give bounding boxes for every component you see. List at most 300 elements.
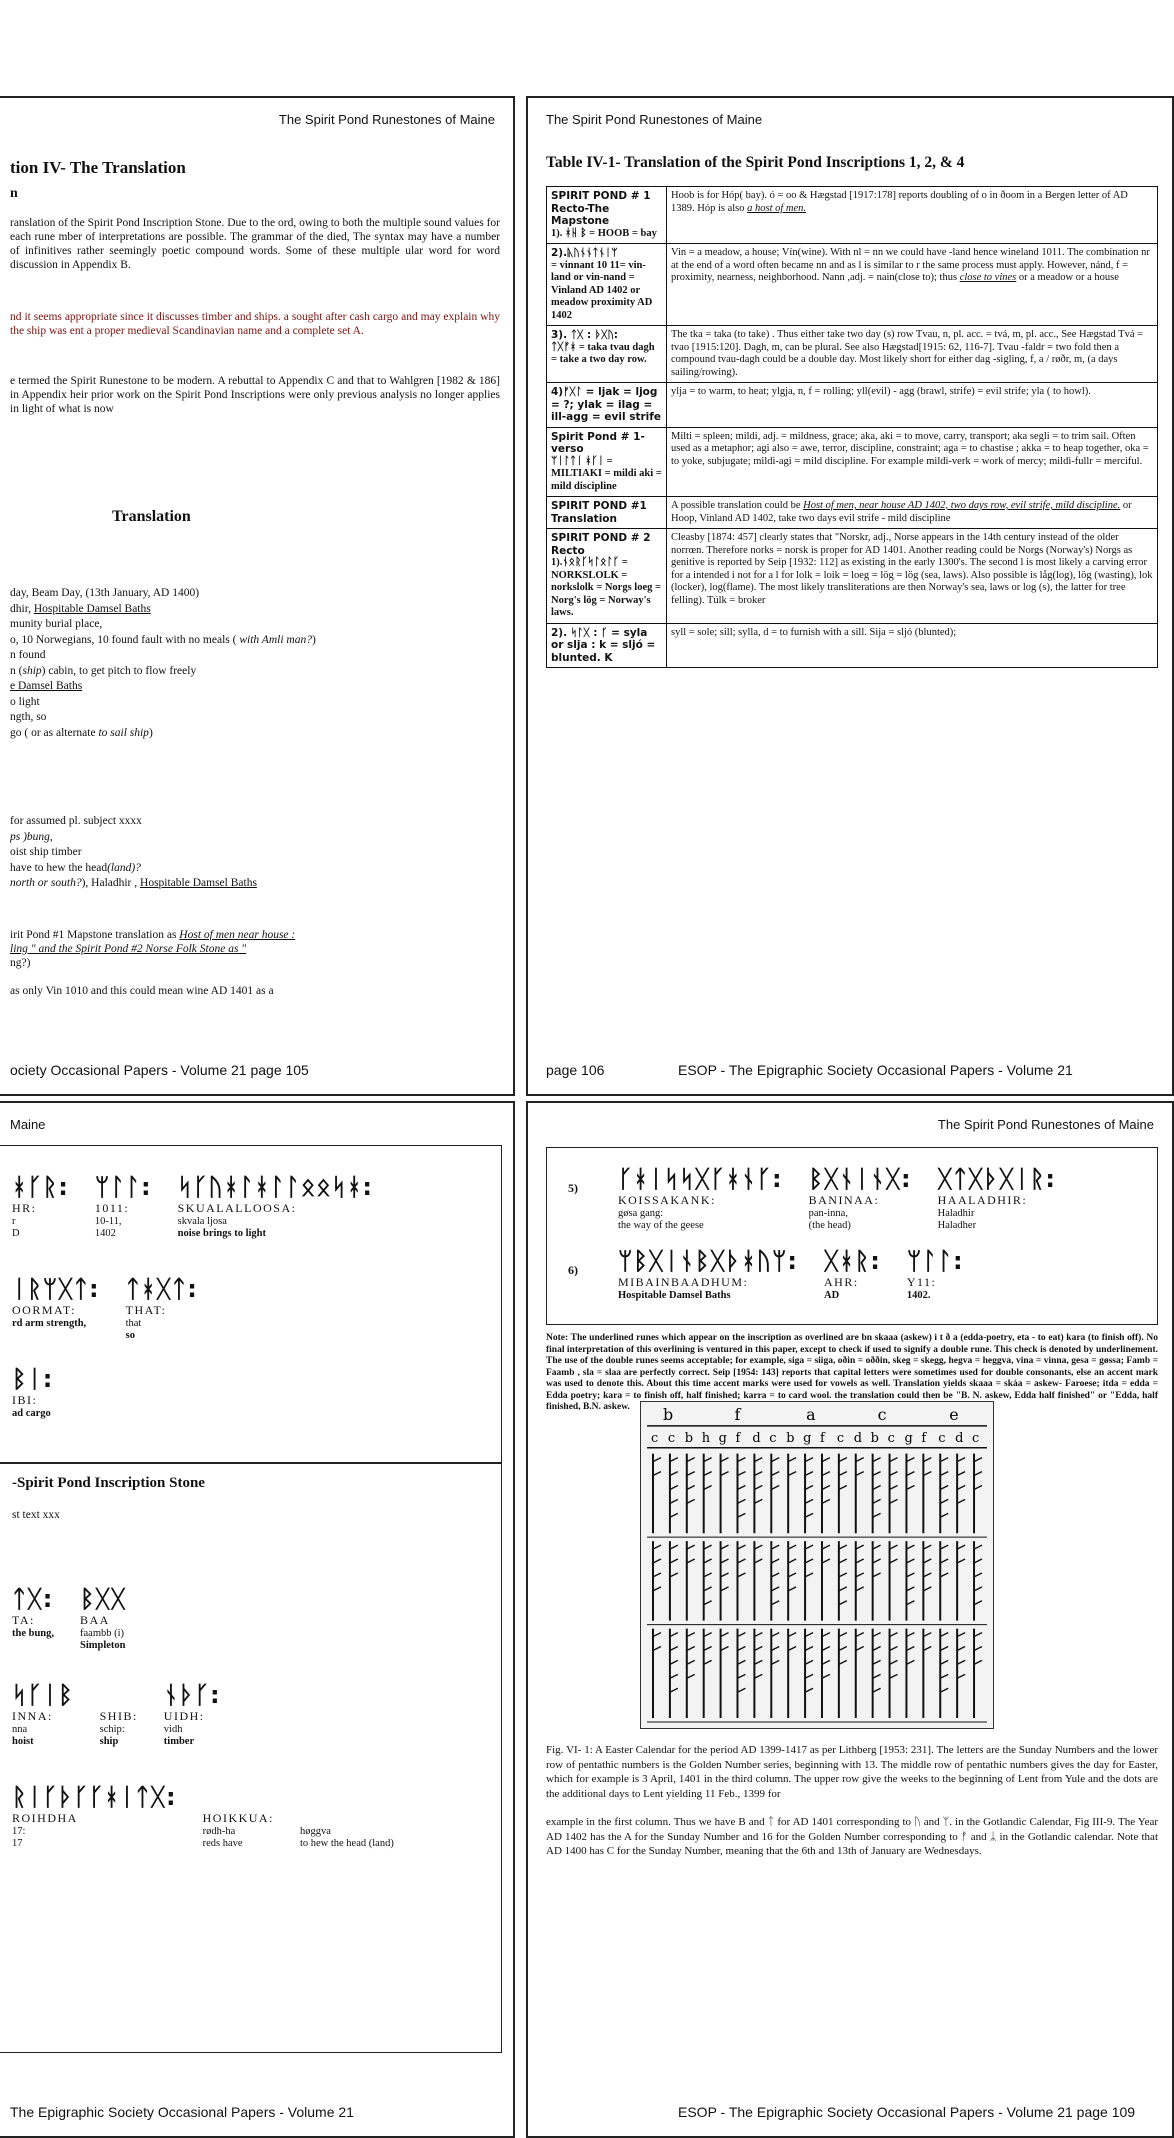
calendar-branch — [737, 1458, 745, 1462]
list-text: ) cabin, to get pitch to flow freely — [41, 664, 197, 677]
rune-word — [300, 1783, 394, 1850]
label-line: Spirit Pond # 1-verso — [551, 430, 645, 455]
calendar-branch — [940, 1485, 948, 1489]
label-line: 1).ᚾᛟᚱᚴᛋᛚᛟᛚᚴ = NORKSLOLK = norkslolk = Norgs loeg = Norg's lög = Norway's laws. — [551, 557, 661, 618]
table-body-cell — [667, 383, 1158, 428]
calendar-branch — [822, 1545, 830, 1549]
easter-calendar-figure — [640, 1401, 994, 1729]
calendar-branch — [687, 1472, 695, 1476]
page-105 — [0, 96, 515, 1096]
calendar-sunday-letter: h — [701, 1430, 711, 1446]
rune-row — [12, 1365, 79, 1420]
calendar-top-letter: f — [734, 1404, 741, 1424]
list-text: day, Beam Day, (13th January, AD 1400) — [10, 587, 200, 599]
calendar-branch — [805, 1688, 813, 1692]
rune-glyphs — [100, 1681, 138, 1709]
figure-caption-continued: example in the first column. Thus we have B and ᛏ for AD 1401 corresponding to ᚢ and ᛘ. in the Gotlandic Calendar, Fig III-9. The Year AD 1402 has the A for the Sunday Number and 16 for the Golden Number corresponding to ᚠ and ᛦ in the Gotlandic calendar. Note that AD 1400 has C for the Sunday Number, meaning that the 6th and 13th of January are Wednesdays. — [546, 1816, 1158, 1857]
calendar-branch — [890, 1559, 898, 1563]
calendar-branch — [822, 1647, 830, 1651]
rune-transliteration: SHIB: — [99, 1709, 138, 1723]
calendar-branch — [856, 1587, 864, 1591]
calendar-sunday-letter: f — [819, 1430, 825, 1446]
list-item — [10, 876, 500, 892]
calendar-branch — [653, 1472, 661, 1476]
calendar-branch — [974, 1545, 982, 1549]
rune-word — [824, 1247, 881, 1302]
calendar-branch — [940, 1545, 948, 1549]
calendar-branch — [687, 1674, 695, 1678]
running-head: The Spirit Pond Runestones of Maine — [937, 1117, 1154, 1132]
calendar-branch — [873, 1647, 881, 1651]
calendar-branch — [873, 1660, 881, 1664]
calendar-sunday-letter: d — [853, 1430, 863, 1446]
calendar-branch — [957, 1499, 965, 1503]
calendar-branch — [839, 1647, 847, 1651]
rune-gloss-bold: so — [125, 1330, 135, 1341]
calendar-branch — [805, 1633, 813, 1637]
rune-transliteration: 1011: — [94, 1201, 130, 1215]
paragraph: nd it seems appropriate since it discusses timber and ships. a sought after cash cargo and may explain why the ship was ent a proper medieval Scandinavian name and a complete set A. — [10, 311, 500, 337]
page-109 — [526, 1101, 1174, 2138]
calendar-branch — [670, 1573, 678, 1577]
calendar-branch — [687, 1633, 695, 1637]
table-body-cell — [667, 497, 1158, 529]
calendar-branch — [704, 1458, 712, 1462]
calendar-sunday-letter: c — [938, 1430, 946, 1446]
rune-glyphs: ᛒᛁ: — [12, 1365, 54, 1393]
calendar-branch — [805, 1545, 813, 1549]
page-footer: The Epigraphic Society Occasional Papers - Volume 21 — [10, 2104, 354, 2120]
calendar-branch — [957, 1633, 965, 1637]
calendar-branch — [737, 1573, 745, 1577]
rune-transliteration: OORMAT: — [12, 1303, 76, 1317]
calendar-branch — [839, 1587, 847, 1591]
label-line: 1). ᚼᚺ ᛒ = HOOB = bay — [551, 227, 657, 239]
calendar-branch — [974, 1559, 982, 1563]
calendar-branch — [737, 1513, 745, 1517]
list-item — [10, 830, 500, 846]
list-underlined: Hospitable Damsel Baths — [140, 877, 257, 889]
calendar-branch — [670, 1674, 678, 1678]
rune-gloss: høggva — [299, 1826, 331, 1837]
calendar-branch — [873, 1513, 881, 1517]
calendar-branch — [822, 1458, 830, 1462]
calendar-top-letter: b — [662, 1404, 674, 1424]
calendar-branch — [653, 1633, 661, 1637]
list-item — [10, 710, 500, 726]
calendar-sunday-letter: b — [684, 1430, 694, 1446]
calendar-branch — [906, 1647, 914, 1651]
list-item — [10, 814, 500, 830]
calendar-sunday-letter: c — [769, 1430, 777, 1446]
row-number: 5) — [568, 1181, 578, 1195]
calendar-branch — [670, 1485, 678, 1489]
body-text: or Hoop, Vinland AD 1402, take two days evil strife - mild discipline — [671, 500, 1132, 524]
page-footer: ESOP - The Epigraphic Society Occasional Papers - Volume 21 page 109 — [678, 2104, 1136, 2120]
calendar-branch — [754, 1458, 762, 1462]
table-row — [547, 187, 1158, 244]
note-paragraph: Note: The underlined runes which appear on the inscription as overlined are bn skaaa (askew) i t ð a (edda-poetry, eta - to eat) kara (to finish off). No final interpretation of this overlining is ventured in this paper, except to check if used to signify a double rune. This check is denoted by underlinement. The use of the double runes seems acceptable; for example, siga = siiga, oðin = oððin, skeg = skegg, hegva = heggva, vina = vinna, gesa = gøssa; Famb = Faamb , sla = slaa are perfectly correct. Seip [1954: 143] reports that capital letters were sometimes used for double consonants, else an accent mark was used to denote this. About this time accent marks were used for vowels as well. Translation yields skaaa = skáa = askew- Faroese; itda = edda = Edda poetry; kara = to finish off, half finished; karra = to card wool. the translation could then be "B. N. askew, Edda half finished" or "Edda, half finished, B.N. askew. — [546, 1333, 1158, 1412]
table-label-cell — [547, 187, 667, 244]
list-text: n ( — [10, 664, 23, 677]
calendar-branch — [890, 1545, 898, 1549]
rune-gloss: that — [125, 1318, 142, 1329]
calendar-branch — [957, 1674, 965, 1678]
list-text: dhir, — [10, 602, 34, 615]
page-footer: ESOP - The Epigraphic Society Occasional Papers - Volume 21 — [678, 1062, 1073, 1078]
calendar-branch — [670, 1559, 678, 1563]
calendar-branch — [957, 1545, 965, 1549]
rune-glyphs: ᛘᛚᛚ: — [906, 1247, 964, 1275]
calendar-branch — [737, 1499, 745, 1503]
calendar-branch — [771, 1472, 779, 1476]
calendar-branch — [906, 1458, 914, 1462]
calendar-branch — [873, 1633, 881, 1637]
rune-gloss: the way of the geese — [618, 1220, 704, 1231]
calendar-branch — [704, 1587, 712, 1591]
calendar-branch — [670, 1660, 678, 1664]
table-title: Table IV-1- Translation of the Spirit Pond Inscriptions 1, 2, & 4 — [546, 154, 965, 171]
calendar-branch — [856, 1472, 864, 1476]
calendar-branch — [974, 1458, 982, 1462]
calendar-branch — [957, 1458, 965, 1462]
calendar-branch — [957, 1647, 965, 1651]
calendar-branch — [754, 1660, 762, 1664]
calendar-branch — [890, 1633, 898, 1637]
rune-glyphs: ᛋᚴᚢᚼᛚᚼᛚᛚᛟᛟᛋᚼ: — [177, 1173, 374, 1201]
rune-gloss-bold: noise brings to light — [177, 1228, 267, 1239]
rune-glyphs — [300, 1783, 394, 1811]
list-text: have to hew the head — [10, 861, 108, 874]
calendar-branch — [653, 1559, 661, 1563]
list-item — [10, 679, 500, 695]
rune-transliteration — [300, 1811, 394, 1826]
rune-gloss: faambb (i) — [80, 1628, 125, 1639]
calendar-branch — [873, 1499, 881, 1503]
calendar-branch — [940, 1513, 948, 1517]
calendar-branch — [923, 1559, 931, 1563]
body-text: syll = sole; sill; sylla, d = to furnish with a sill. Sija = sljó (blunted); — [671, 626, 957, 638]
calendar-branch — [653, 1458, 661, 1462]
rune-gloss-bold: the bung, — [12, 1628, 55, 1639]
calendar-branch — [974, 1601, 982, 1605]
calendar-branch — [687, 1499, 695, 1503]
rune-transliteration: AHR: — [824, 1275, 859, 1289]
calendar-branch — [737, 1485, 745, 1489]
calendar-sunday-letter: c — [972, 1430, 980, 1446]
translation-list — [10, 586, 500, 741]
calendar-branch — [704, 1633, 712, 1637]
rune-gloss: vidh — [163, 1724, 183, 1735]
body-text: Milti = spleen; mildi, adj. = mildness, grace; aka, aki = to move, carry, transport; aka segli = to trim sail. Often used as a metaphor; agi also = awe, terror, discipline, constraint; aga = to chastise ; akka = to heap together, oka = to yoke, subjugate; mildi-agi = mild discipline. For example mildi-verk = work of mercy; mildi-fullr = merciful. — [671, 430, 1149, 467]
calendar-branch — [754, 1633, 762, 1637]
rune-glyphs: ᛋᚴᛁᛒ — [12, 1681, 74, 1709]
rune-glyphs: ᚷᚼᚱ: — [824, 1247, 881, 1275]
rune-word — [12, 1783, 177, 1850]
calendar-branch — [687, 1559, 695, 1563]
table-body-cell — [667, 623, 1158, 668]
box-title: -Spirit Pond Inscription Stone — [12, 1475, 205, 1491]
rune-word — [12, 1275, 100, 1342]
body-underlined: Host of men, near house AD 1402, two days row, evil strife, mild discipline. — [803, 500, 1121, 511]
list-italic: with Amli man? — [239, 633, 312, 646]
rune-word — [164, 1681, 221, 1748]
rune-glyphs: ᛁᚱᛘᚷᛏ: — [12, 1275, 100, 1303]
list-underlined: e Damsel Baths — [10, 680, 83, 692]
calendar-branch — [653, 1647, 661, 1651]
calendar-branch — [771, 1559, 779, 1563]
list-item — [10, 648, 500, 664]
calendar-branch — [873, 1573, 881, 1577]
list-item — [10, 602, 500, 618]
calendar-sunday-letter: c — [836, 1430, 845, 1446]
calendar-branch — [721, 1559, 729, 1563]
rune-gloss-bold: rd arm strength, — [12, 1318, 87, 1329]
calendar-branch — [906, 1559, 914, 1563]
calendar-branch — [653, 1545, 661, 1549]
rune-gloss: 17: — [12, 1826, 26, 1837]
rune-transliteration: KOISSAKANK: — [618, 1193, 716, 1207]
rune-row — [12, 1681, 247, 1748]
body-text: The tka = taka (to take) . Thus either take two day (s) row Tvau, n, pl. acc. = tvá, m, pl. acc., See Hægstad Tvá = tvao [1915:120]. Dagh, m, can be plural. See also Hægstad[1915: 62, 116-7]. Tvau -faldr = two fold then a compound tvau-dagh could be a double day. Most likely short for either dag -sigling, f, a / røðr, m, (a days sailing/rowing). — [671, 329, 1144, 378]
table-row — [547, 497, 1158, 529]
body-text: Hoob is for Hóp( bay). ó = oo & Hægstad [1917:178] reports doubling of o in ðoom in a Bergen letter of AD 1389. Hóp is also — [671, 190, 1128, 214]
table-row — [547, 383, 1158, 428]
calendar-branch — [873, 1458, 881, 1462]
label-line: ᛘᛁᛚᛏᛁ ᚼᚴᛁ = MILTIAKI = mildi aki = mild discipline — [551, 455, 662, 492]
calendar-branch — [940, 1633, 948, 1637]
calendar-branch — [653, 1587, 661, 1591]
calendar-branch — [906, 1633, 914, 1637]
rune-transliteration: HOIKKUA: — [202, 1811, 274, 1825]
page-number: page 106 — [546, 1062, 605, 1078]
calendar-branch — [805, 1472, 813, 1476]
calendar-branch — [940, 1499, 948, 1503]
running-head: Maine — [10, 1117, 46, 1132]
calendar-top-letter: e — [949, 1404, 959, 1424]
calendar-branch — [923, 1472, 931, 1476]
rune-transliteration: ROIHDHA — [12, 1811, 78, 1825]
calendar-branch — [805, 1660, 813, 1664]
rune-glyphs: ᚾᚦᚴ: — [163, 1681, 221, 1709]
rune-word — [618, 1165, 783, 1232]
para4-mid: ling " and the Spirit Pond #2 Norse Folk Stone as " — [10, 943, 247, 955]
paragraph — [10, 928, 500, 970]
calendar-branch — [822, 1485, 830, 1489]
calendar-sunday-letter: c — [651, 1430, 659, 1446]
rune-gloss-bold: Simpleton — [80, 1640, 126, 1651]
list-underlined: Hospitable Damsel Baths — [33, 602, 151, 615]
rune-word — [12, 1365, 53, 1420]
rune-glyphs — [203, 1783, 274, 1811]
para4-underlined: Host of men near house : — [179, 929, 296, 941]
calendar-branch — [923, 1458, 931, 1462]
body-text: ylja = to warm, to heat; ylgja, n, f = rolling; yll(evil) - agg (brawl, strife) = evil strife; yla ( to howl). — [671, 386, 1091, 397]
calendar-branch — [822, 1674, 830, 1678]
calendar-branch — [754, 1674, 762, 1678]
calendar-branch — [923, 1545, 931, 1549]
table-body-cell — [667, 187, 1158, 244]
calendar-branch — [754, 1499, 762, 1503]
calendar-branch — [721, 1647, 729, 1651]
calendar-branch — [856, 1633, 864, 1637]
calendar-branch — [687, 1660, 695, 1664]
list-item — [10, 633, 500, 649]
calendar-branch — [906, 1485, 914, 1489]
calendar-branch — [923, 1587, 931, 1591]
running-head: The Spirit Pond Runestones of Maine — [546, 112, 763, 127]
list-italic: north or south? — [10, 877, 82, 889]
list-text: for assumed pl. subject xxxx — [10, 815, 142, 827]
rune-glyphs: ᛘᛚᛚ: — [94, 1173, 152, 1201]
rune-row — [12, 1275, 224, 1342]
calendar-branch — [788, 1545, 796, 1549]
calendar-top-letter: a — [806, 1404, 816, 1424]
calendar-branch — [805, 1674, 813, 1678]
rune-glyphs: ᛒᚷᚷ — [80, 1585, 127, 1613]
list-item — [10, 845, 500, 861]
calendar-branch — [721, 1458, 729, 1462]
rune-word — [12, 1585, 54, 1652]
table-label-cell — [547, 623, 667, 668]
calendar-branch — [940, 1458, 948, 1462]
page-footer: ociety Occasional Papers - Volume 21 page 105 — [10, 1062, 309, 1078]
calendar-branch — [890, 1485, 898, 1489]
calendar-branch — [754, 1559, 762, 1563]
calendar-branch — [687, 1485, 695, 1489]
calendar-branch — [906, 1573, 914, 1577]
calendar-branch — [873, 1545, 881, 1549]
rune-row — [618, 1165, 1082, 1232]
label-line: SPIRIT POND # 1 Recto-The Mapstone — [551, 190, 651, 227]
calendar-branch — [856, 1559, 864, 1563]
table-row — [547, 529, 1158, 624]
calendar-sunday-letter: g — [803, 1430, 812, 1446]
figure-caption: Fig. VI- 1: A Easter Calendar for the period AD 1399-1417 as per Lithberg [1953: 231]. The letters are the Sunday Numbers and the lower row of pentathic numbers is the Golden Number series, beginning with 13. The middle row of pentathic numbers gives the day for Easter, which for example is 3 April, 1401 in the third column. The upper row give the weeks to the beginning of Lent from Yule and the dots are the additional days to Lent yielding 11 Feb., 1399 for — [546, 1744, 1158, 1800]
calendar-branch — [754, 1545, 762, 1549]
list-item — [10, 726, 500, 742]
body-underlined: a host of men. — [747, 202, 807, 214]
calendar-sunday-letter: g — [904, 1430, 913, 1446]
table-body-cell — [667, 529, 1158, 624]
calendar-branch — [906, 1660, 914, 1664]
calendar-branch — [822, 1559, 830, 1563]
rune-gloss: 17 — [12, 1838, 23, 1849]
rune-transliteration: BANINAA: — [808, 1193, 880, 1207]
rune-transliteration: Y11: — [906, 1275, 937, 1289]
calendar-branch — [670, 1458, 678, 1462]
calendar-branch — [957, 1559, 965, 1563]
calendar-branch — [670, 1633, 678, 1637]
calendar-branch — [890, 1458, 898, 1462]
calendar-branch — [873, 1559, 881, 1563]
rune-transliteration: SKUALALLOOSA: — [177, 1201, 297, 1215]
rune-gloss-bold: hoist — [12, 1736, 34, 1747]
body-underlined: close to vines — [959, 272, 1017, 283]
calendar-branch — [670, 1513, 678, 1517]
translation-heading: Translation — [112, 508, 191, 525]
calendar-branch — [788, 1458, 796, 1462]
calendar-branch — [721, 1545, 729, 1549]
calendar-branch — [940, 1573, 948, 1577]
calendar-branch — [923, 1573, 931, 1577]
rune-gloss-bold: timber — [163, 1736, 195, 1747]
calendar-branch — [940, 1688, 948, 1692]
calendar-branch — [737, 1472, 745, 1476]
calendar-branch — [974, 1647, 982, 1651]
page-106 — [526, 96, 1174, 1096]
calendar-branch — [940, 1472, 948, 1476]
calendar-branch — [839, 1573, 847, 1577]
translation-table — [546, 186, 1158, 668]
calendar-branch — [839, 1485, 847, 1489]
calendar-branch — [687, 1458, 695, 1462]
rune-row — [12, 1585, 152, 1652]
calendar-sunday-letter: b — [870, 1430, 879, 1446]
body-text: A possible translation could be — [671, 500, 804, 511]
body-text: or a meadow or a house — [1016, 272, 1119, 283]
body-text: Cleasby [1874: 457] clearly states that "Norskr, adj., Norse appears in the 14th century instead of the older norrœn. Therefore norks = norsk is proper for AD 1401. Another reading could be Norgs (Norway's) Norgs as genitive is reported by Seip [1932: 112] as existing in the early 1300's. The second l is most likely a carving error for a intended i not for a l for lolk = loik = loeg = lög = lög (sea, laws). Also possible is låg(log), lög (wasting), lok (locker), log(flame). The most likely transliterations are then Norway's sea, laws or log (s), the latter for tree felling). Túlk = broker — [671, 532, 1153, 606]
rune-word — [809, 1165, 912, 1232]
calendar-branch — [974, 1587, 982, 1591]
calendar-branch — [704, 1647, 712, 1651]
list-italic: to sail ship — [98, 726, 149, 739]
list-text: go ( or as alternate — [10, 726, 99, 739]
list-text: oist ship timber — [10, 846, 82, 858]
rune-gloss: reds have — [202, 1838, 243, 1849]
label-line: 2).ᚣᚢᚾᚾᛏᚾᛁᛘ — [551, 247, 618, 259]
calendar-sunday-letter: f — [735, 1430, 741, 1446]
calendar-sunday-letter: c — [667, 1430, 676, 1446]
list-text: munity burial place, — [10, 618, 103, 630]
calendar-branch — [737, 1688, 745, 1692]
calendar-branch — [974, 1472, 982, 1476]
calendar-branch — [771, 1545, 779, 1549]
calendar-sunday-letter: g — [718, 1430, 727, 1446]
calendar-branch — [974, 1633, 982, 1637]
para4-end: ng?) — [10, 957, 31, 969]
calendar-branch — [805, 1485, 813, 1489]
rune-gloss: schip: — [99, 1724, 125, 1735]
label-line: = vinnant 10 11= vin-land or vin-nand = Vinland AD 1402 or meadow proximity AD 1402 — [551, 259, 653, 321]
calendar-branch — [906, 1472, 914, 1476]
calendar-branch — [873, 1485, 881, 1489]
rune-glyphs: ᚱᛁᚴᚦᚴᚴᚼᛁᛏᚷ: — [12, 1783, 177, 1811]
calendar-branch — [805, 1573, 813, 1577]
row-number: 6) — [568, 1263, 578, 1277]
list-text: o light — [10, 695, 40, 708]
rune-glyphs: ᚼᚴᚱ: — [12, 1173, 69, 1201]
label-line: 2). ᛋᛚᚷ : ᚴ = syla or slja : k = sljó = blunted. K — [551, 626, 656, 664]
rune-word — [203, 1783, 274, 1850]
label-line: 4)ᚠᚷᛚ = ljak = ljog = ?; ylak = ilag = ill-agg = evil strife — [551, 386, 661, 423]
calendar-branch — [704, 1472, 712, 1476]
calendar-branch — [940, 1674, 948, 1678]
calendar-branch — [771, 1485, 779, 1489]
rune-gloss: nna — [12, 1724, 28, 1735]
calendar-branch — [839, 1458, 847, 1462]
table-body-cell — [667, 326, 1158, 383]
calendar-branch — [856, 1573, 864, 1577]
rune-transliteration: IBI: — [12, 1393, 38, 1407]
table-body-cell — [667, 244, 1158, 326]
rune-glyphs: ᛏᚷ: — [12, 1585, 54, 1613]
calendar-branch — [873, 1472, 881, 1476]
calendar-branch — [771, 1660, 779, 1664]
rune-glyphs: ᛘᛒᚷᛁᚾᛒᚷᚦᚼᚢᛘ: — [618, 1247, 798, 1275]
table-label-cell — [547, 244, 667, 326]
rune-gloss-bold: ship — [99, 1736, 119, 1747]
